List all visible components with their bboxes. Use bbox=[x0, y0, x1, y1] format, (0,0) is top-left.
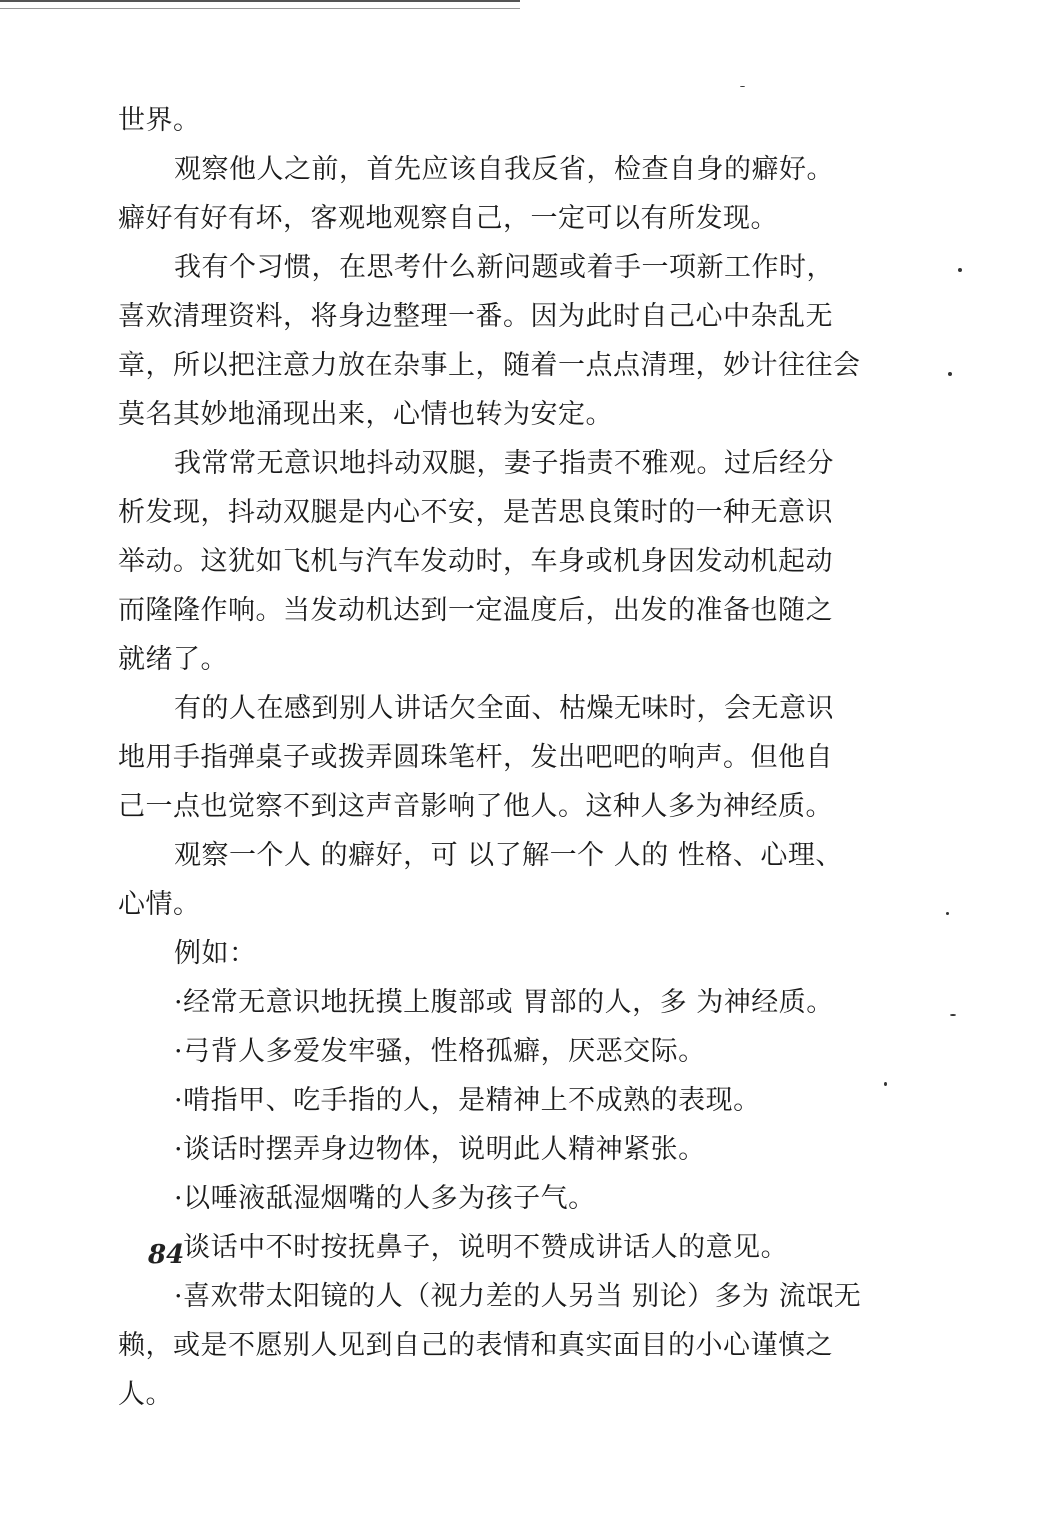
text-line: 观察一个人 的癖好，可 以了解一个 人的 性格、心理、 bbox=[174, 840, 843, 871]
text-line: 有的人在感到别人讲话欠全面、枯燥无味时，会无意识 bbox=[174, 693, 834, 724]
text-line: 观察他人之前，首先应该自我反省，检查自身的癖好。 bbox=[174, 154, 834, 185]
text-line: 莫名其妙地涌现出来，心情也转为安定。 bbox=[118, 399, 613, 430]
scan-speck bbox=[740, 86, 745, 87]
list-item: ·谈话中不时按抚鼻子，说明不赞成讲话人的意见。 bbox=[174, 1232, 789, 1263]
text-line: 章，所以把注意力放在杂事上，随着一点点清理，妙计往往会 bbox=[118, 350, 861, 381]
text-line: 我常常无意识地抖动双腿，妻子指责不雅观。过后经分 bbox=[174, 448, 834, 479]
text-line: 就绪了。 bbox=[118, 644, 228, 675]
list-item: ·谈话时摆弄身边物体，说明此人精神紧张。 bbox=[174, 1134, 706, 1165]
scan-speck bbox=[958, 268, 962, 272]
top-rule-secondary bbox=[0, 8, 520, 9]
text-line: 人。 bbox=[118, 1379, 173, 1410]
page-number: 84 bbox=[148, 1240, 185, 1270]
top-rule bbox=[0, 0, 520, 2]
page-body bbox=[118, 96, 862, 1419]
text-line: 世界。 bbox=[118, 105, 201, 136]
text-line: 心情。 bbox=[118, 889, 201, 920]
text-line: 地用手指弹桌子或拨弄圆珠笔杆，发出吧吧的响声。但他自 bbox=[118, 742, 833, 773]
list-item: ·喜欢带太阳镜的人（视力差的人另当 别论）多为 流氓无 bbox=[174, 1281, 862, 1312]
text-line: 喜欢清理资料，将身边整理一番。因为此时自己心中杂乱无 bbox=[118, 301, 833, 332]
text-line: 我有个习惯，在思考什么新问题或着手一项新工作时， bbox=[174, 252, 834, 283]
scan-speck bbox=[884, 1082, 887, 1086]
text-line: 举动。这犹如飞机与汽车发动时，车身或机身因发动机起动 bbox=[118, 546, 833, 577]
text-line: 癖好有好有坏，客观地观察自己，一定可以有所发现。 bbox=[118, 203, 778, 234]
scan-speck bbox=[948, 372, 952, 376]
scan-speck bbox=[950, 1014, 956, 1016]
list-item: ·经常无意识地抚摸上腹部或 胃部的人，多 为神经质。 bbox=[174, 987, 834, 1018]
scan-speck bbox=[946, 912, 949, 915]
text-line: 赖，或是不愿别人见到自己的表情和真实面目的小心谨慎之 bbox=[118, 1330, 833, 1361]
list-item: ·弓背人多爱发牢骚，性格孤癖，厌恶交际。 bbox=[174, 1036, 706, 1067]
text-line: 析发现，抖动双腿是内心不安，是苦思良策时的一种无意识 bbox=[118, 497, 833, 528]
list-item: ·啃指甲、吃手指的人，是精神上不成熟的表现。 bbox=[174, 1085, 761, 1116]
text-line: 己一点也觉察不到这声音影响了他人。这种人多为神经质。 bbox=[118, 791, 833, 822]
text-line: 例如： bbox=[174, 938, 257, 969]
text-line: 而隆隆作响。当发动机达到一定温度后，出发的准备也随之 bbox=[118, 595, 833, 626]
list-item: ·以唾液舐湿烟嘴的人多为孩子气。 bbox=[174, 1183, 596, 1214]
